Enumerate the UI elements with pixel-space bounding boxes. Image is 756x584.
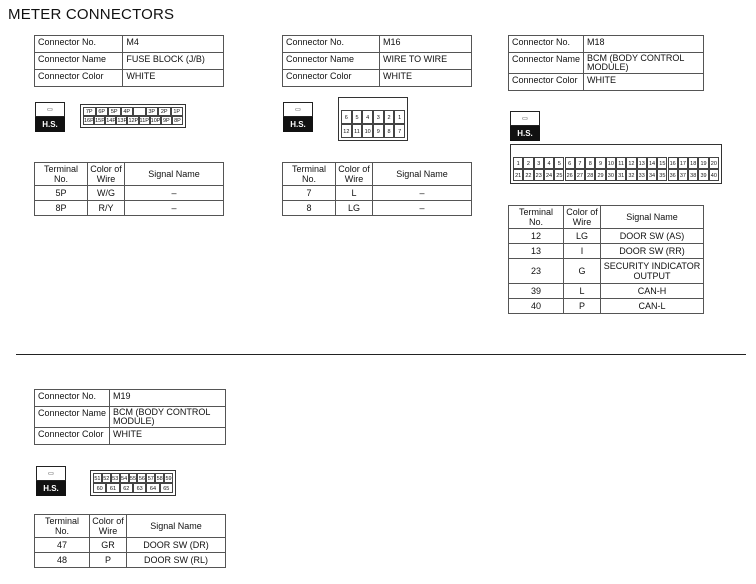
connector-symbol-icon: ▭ <box>36 466 66 481</box>
connector-info-m16 <box>282 35 472 87</box>
pin-cell: 38 <box>688 169 698 181</box>
cell-wire: LG <box>564 229 601 244</box>
header-wire: Color of Wire <box>336 163 373 186</box>
pin-cell: 2 <box>523 157 533 169</box>
pin-cell: 10 <box>362 124 373 138</box>
pin-cell: 9 <box>373 124 384 138</box>
connector-face-m4 <box>80 104 186 128</box>
header-terminal: Terminal No. <box>283 163 336 186</box>
cell-terminal: 8P <box>35 201 88 216</box>
pin-cell: 15P <box>95 118 105 124</box>
pin-cell: 11P <box>139 118 149 124</box>
pin-cell: 2P <box>158 107 171 116</box>
cell-terminal: 47 <box>35 538 90 553</box>
connector-info-m4 <box>34 35 224 87</box>
cell-wire: L <box>564 284 601 299</box>
cell-signal: DOOR SW (RL) <box>127 553 226 568</box>
cell-wire: P <box>564 299 601 314</box>
connector-name: BCM (BODY CONTROL MODULE) <box>110 407 226 428</box>
cell-signal: CAN-L <box>601 299 704 314</box>
pin-cell: 8P <box>172 116 183 125</box>
pin-cell: 19 <box>698 157 708 169</box>
connector-face-m19 <box>90 470 176 496</box>
cell-signal: CAN-H <box>601 284 704 299</box>
cell-signal: – <box>125 186 224 201</box>
pin-cell: 63 <box>133 483 146 493</box>
pin-cell: 6 <box>565 157 575 169</box>
connector-no: M16 <box>380 36 472 53</box>
pin-cell: 65 <box>160 483 173 493</box>
pin-cell: 14P <box>106 118 117 124</box>
pin-cell: 4 <box>544 157 554 169</box>
pin-cell: 39 <box>698 169 708 181</box>
label-connector-color: Connector Color <box>509 74 584 91</box>
cell-terminal: 7 <box>283 186 336 201</box>
table-row <box>509 229 704 244</box>
label-connector-no: Connector No. <box>35 390 110 407</box>
pin-cell: 40 <box>709 169 719 181</box>
pin-cell: 58 <box>155 473 164 483</box>
pin-cell: 14 <box>647 157 657 169</box>
cell-wire: GR <box>90 538 127 553</box>
hs-label: H.S. <box>510 126 540 141</box>
table-row <box>509 244 704 259</box>
pin-cell: 9P <box>161 116 172 125</box>
pin-cell: 7P <box>83 107 96 116</box>
hs-icon <box>35 102 65 132</box>
pin-cell: 51 <box>93 473 102 483</box>
pin-cell: 13P <box>117 118 128 124</box>
label-connector-name: Connector Name <box>35 53 123 70</box>
pin-cell: 13 <box>637 157 647 169</box>
pin-cell: 60 <box>93 483 106 493</box>
pin-cell: 18 <box>688 157 698 169</box>
pin-cell: 28 <box>585 169 595 181</box>
pin-cell: 55 <box>129 473 138 483</box>
pin-cell: 61 <box>106 483 119 493</box>
header-terminal: Terminal No. <box>509 206 564 229</box>
connector-color: WHITE <box>110 428 226 445</box>
connector-name: WIRE TO WIRE <box>380 53 472 70</box>
table-row <box>35 186 224 201</box>
table-row <box>509 299 704 314</box>
pin-cell: 30 <box>606 169 616 181</box>
signal-table-m16 <box>282 162 472 216</box>
connector-color: WHITE <box>584 74 704 91</box>
header-signal: Signal Name <box>373 163 472 186</box>
header-wire: Color of Wire <box>90 515 127 538</box>
pin-cell: 4 <box>362 110 373 124</box>
label-connector-color: Connector Color <box>283 70 380 87</box>
table-row <box>509 284 704 299</box>
pin-cell: 59 <box>164 473 173 483</box>
pin-cell: 62 <box>120 483 133 493</box>
pin-cell: 7 <box>575 157 585 169</box>
cell-wire: G <box>564 259 601 284</box>
cell-terminal: 13 <box>509 244 564 259</box>
section-divider <box>16 354 746 355</box>
table-row <box>283 201 472 216</box>
table-row <box>35 201 224 216</box>
pin-cell: 1 <box>513 157 523 169</box>
cell-terminal: 8 <box>283 201 336 216</box>
table-row <box>35 553 226 568</box>
cell-signal: DOOR SW (RR) <box>601 244 704 259</box>
pin-cell: 4P <box>121 107 134 116</box>
pin-cell: 29 <box>595 169 605 181</box>
connector-symbol-icon: ▭ <box>35 102 65 117</box>
label-connector-no: Connector No. <box>283 36 380 53</box>
header-wire: Color of Wire <box>564 206 601 229</box>
cell-wire: I <box>564 244 601 259</box>
connector-info-m19 <box>34 389 226 445</box>
pin-cell: 23 <box>534 169 544 181</box>
pin-cell: 11 <box>616 157 626 169</box>
cell-terminal: 40 <box>509 299 564 314</box>
connector-info-m18 <box>508 35 704 91</box>
cell-terminal: 12 <box>509 229 564 244</box>
label-connector-name: Connector Name <box>35 407 110 428</box>
cell-signal: DOOR SW (AS) <box>601 229 704 244</box>
label-connector-color: Connector Color <box>35 428 110 445</box>
hs-label: H.S. <box>35 117 65 132</box>
connector-face-m16 <box>338 97 408 141</box>
cell-signal: DOOR SW (DR) <box>127 538 226 553</box>
pin-cell: 12 <box>341 124 352 138</box>
pin-cell: 3 <box>373 110 384 124</box>
page-title: METER CONNECTORS <box>8 6 175 23</box>
pin-cell: 33 <box>637 169 647 181</box>
pin-cell: 25 <box>554 169 564 181</box>
pin-cell: 21 <box>513 169 523 181</box>
connector-face-m18 <box>510 144 722 184</box>
header-signal: Signal Name <box>125 163 224 186</box>
cell-terminal: 23 <box>509 259 564 284</box>
connector-color: WHITE <box>380 70 472 87</box>
pin-cell: 7 <box>394 124 405 138</box>
pin-cell: 34 <box>647 169 657 181</box>
header-terminal: Terminal No. <box>35 515 90 538</box>
table-row <box>283 186 472 201</box>
label-connector-no: Connector No. <box>35 36 123 53</box>
pin-cell: 6P <box>96 107 109 116</box>
pin-cell: 36 <box>668 169 678 181</box>
pin-cell: 31 <box>616 169 626 181</box>
pin-cell: 6 <box>341 110 352 124</box>
header-terminal: Terminal No. <box>35 163 88 186</box>
label-connector-no: Connector No. <box>509 36 584 53</box>
cell-wire: P <box>90 553 127 568</box>
pin-cell: 56 <box>137 473 146 483</box>
pin-cell: 27 <box>575 169 585 181</box>
pin-cell: 17 <box>678 157 688 169</box>
pin-cell: 5 <box>352 110 363 124</box>
pin-cell: 37 <box>678 169 688 181</box>
cell-wire: W/G <box>88 186 125 201</box>
pin-cell: 8 <box>585 157 595 169</box>
cell-terminal: 5P <box>35 186 88 201</box>
signal-table-m4 <box>34 162 224 216</box>
table-row <box>509 259 704 284</box>
pin-cell: 10 <box>606 157 616 169</box>
cell-signal: – <box>125 201 224 216</box>
connector-color: WHITE <box>123 70 224 87</box>
label-connector-name: Connector Name <box>509 53 584 74</box>
pin-cell: 5P <box>108 107 121 116</box>
pin-cell: 32 <box>626 169 636 181</box>
cell-signal: SECURITY INDICATOR OUTPUT <box>601 259 704 284</box>
hs-icon <box>283 102 313 132</box>
hs-icon <box>36 466 66 496</box>
pin-cell: 3P <box>146 107 159 116</box>
signal-table-m19 <box>34 514 226 568</box>
pin-cell: 1P <box>171 107 184 116</box>
header-signal: Signal Name <box>601 206 704 229</box>
cell-wire: L <box>336 186 373 201</box>
pin-cell: 12 <box>626 157 636 169</box>
label-connector-name: Connector Name <box>283 53 380 70</box>
cell-wire: LG <box>336 201 373 216</box>
pin-cell: 2 <box>384 110 395 124</box>
hs-icon <box>510 111 540 141</box>
connector-no: M19 <box>110 390 226 407</box>
pin-cell: 64 <box>146 483 159 493</box>
cell-wire: R/Y <box>88 201 125 216</box>
pin-cell: 54 <box>120 473 129 483</box>
label-connector-color: Connector Color <box>35 70 123 87</box>
connector-symbol-icon: ▭ <box>510 111 540 126</box>
pin-cell: 35 <box>657 169 667 181</box>
pin-cell: 5 <box>554 157 564 169</box>
pin-cell: 1 <box>394 110 405 124</box>
pin-cell: 8 <box>384 124 395 138</box>
hs-label: H.S. <box>283 117 313 132</box>
connector-symbol-icon: ▭ <box>283 102 313 117</box>
pin-cell: 16P <box>84 118 94 124</box>
signal-table-m18 <box>508 205 704 314</box>
pin-cell: 26 <box>565 169 575 181</box>
cell-terminal: 39 <box>509 284 564 299</box>
hs-label: H.S. <box>36 481 66 496</box>
pin-cell: 57 <box>146 473 155 483</box>
pin-cell: 15 <box>657 157 667 169</box>
table-row <box>35 538 226 553</box>
pin-cell: 53 <box>111 473 120 483</box>
pin-cell: 3 <box>534 157 544 169</box>
pin-cell: 9 <box>595 157 605 169</box>
cell-signal: – <box>373 201 472 216</box>
connector-name: BCM (BODY CONTROL MODULE) <box>584 53 704 74</box>
pin-cell: 10P <box>150 118 161 124</box>
pin-cell: 20 <box>709 157 719 169</box>
pin-cell: 22 <box>523 169 533 181</box>
header-wire: Color of Wire <box>88 163 125 186</box>
pin-cell: 52 <box>102 473 111 483</box>
header-signal: Signal Name <box>127 515 226 538</box>
connector-no: M4 <box>123 36 224 53</box>
pin-cell: 16 <box>668 157 678 169</box>
connector-name: FUSE BLOCK (J/B) <box>123 53 224 70</box>
cell-signal: – <box>373 186 472 201</box>
pin-cell: 11 <box>352 124 363 138</box>
connector-no: M18 <box>584 36 704 53</box>
pin-cell: 24 <box>544 169 554 181</box>
pin-cell <box>133 107 146 116</box>
pin-cell: 12P <box>128 118 139 124</box>
cell-terminal: 48 <box>35 553 90 568</box>
